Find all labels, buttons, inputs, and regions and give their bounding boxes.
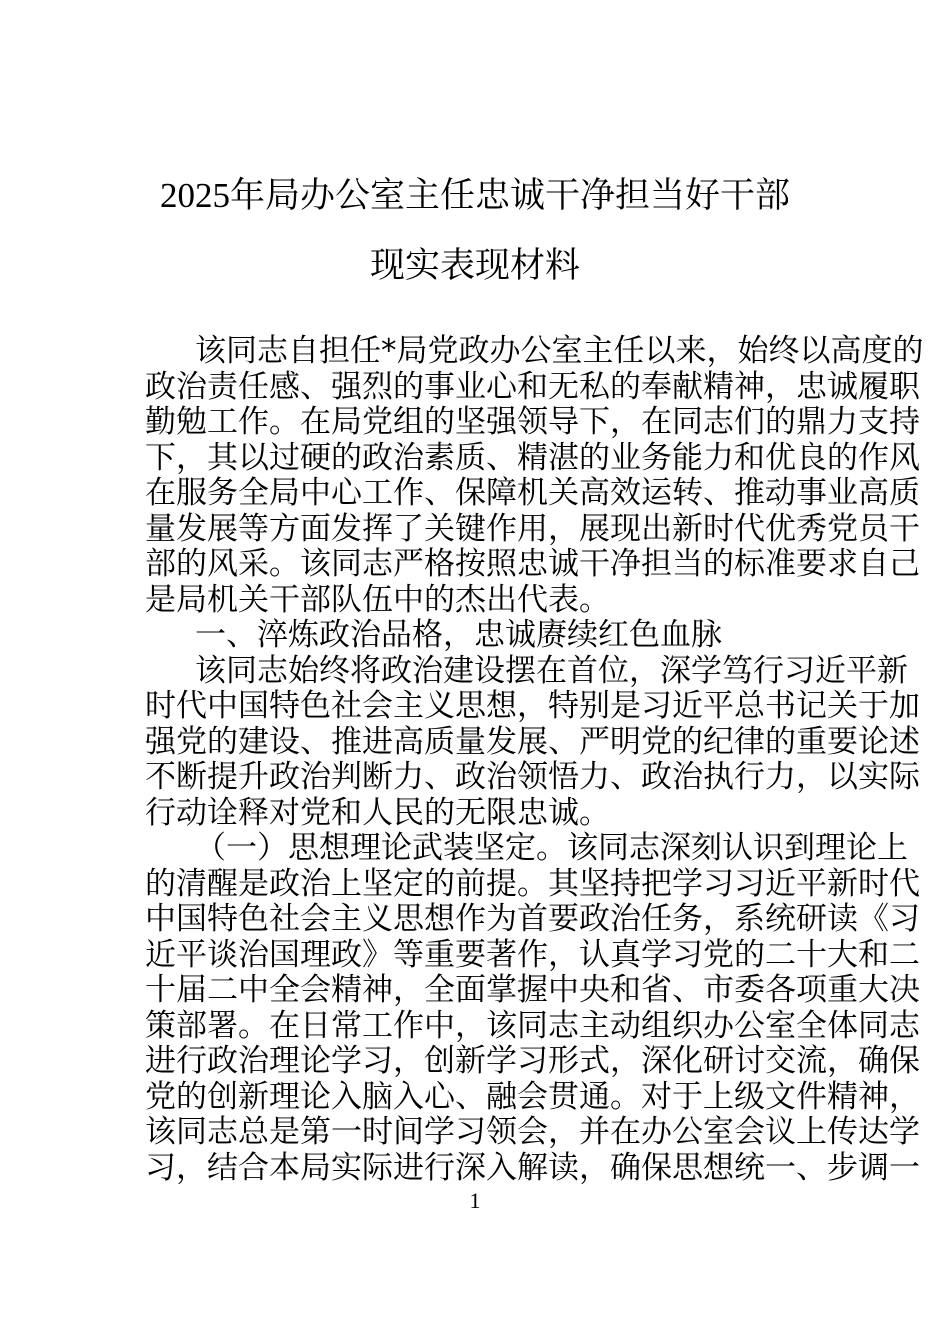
document-body [145, 333, 924, 1186]
text-line: 党的创新理论入脑入心、融会贯通。对于上级文件精神， [145, 1078, 920, 1115]
paragraph [145, 652, 920, 832]
text-line: （一）思想理论武装坚定。该同志深刻认识到理论上 [195, 830, 908, 866]
text-line: 时代中国特色社会主义思想，特别是习近平总书记关于加 [145, 688, 920, 724]
text-line: 勤勉工作。在局党组的坚强领导下，在同志们的鼎力支持 [145, 404, 920, 440]
page-number: 1 [469, 1188, 481, 1213]
text-line: 习，结合本局实际进行深入解读，确保思想统一、步调一 [145, 1149, 920, 1186]
text-line: 量发展等方面发挥了关键作用，展现出新时代优秀党员干 [145, 510, 920, 547]
text-line: 一、淬炼政治品格，忠诚赓续红色血脉 [195, 617, 722, 653]
text-line: 强党的建设、推进高质量发展、严明党的纪律的重要论述 [145, 723, 920, 760]
text-line: 行动诠释对党和人民的无限忠诚。 [145, 794, 610, 831]
document-title-line-1: 2025年局办公室主任忠诚干净担当好干部 [159, 176, 790, 215]
text-line: 是局机关干部队伍中的杰出代表。 [145, 581, 610, 618]
text-line: 近平谈治国理政》等重要著作，认真学习党的二十大和二 [145, 936, 920, 973]
text-line: 中国特色社会主义思想作为首要政治任务，系统研读《习 [145, 901, 920, 937]
text-line: 不断提升政治判断力、政治领悟力、政治执行力，以实际 [145, 759, 920, 795]
text-line: 策部署。在日常工作中，该同志主动组织办公室全体同志 [145, 1007, 920, 1044]
paragraph [145, 830, 920, 1186]
text-line: 该同志始终将政治建设摆在首位，深学笃行习近平新 [195, 652, 908, 689]
text-line: 部的风采。该同志严格按照忠诚干净担当的标准要求自己 [145, 546, 920, 582]
text-line: 进行政治理论学习，创新学习形式，深化研讨交流，确保 [145, 1043, 920, 1079]
section-heading [145, 618, 807, 654]
document-title-line-2: 现实表现材料 [369, 246, 580, 285]
paragraph [145, 333, 924, 618]
text-line: 该同志总是第一时间学习领会，并在办公室会议上传达学 [145, 1114, 920, 1150]
text-line: 十届二中全会精神，全面掌握中央和省、市委各项重大决 [145, 972, 920, 1008]
text-line: 的清醒是政治上坚定的前提。其坚持把学习习近平新时代 [145, 865, 920, 902]
text-line: 该同志自担任*局党政办公室主任以来，始终以高度的 [195, 333, 924, 369]
text-line: 在服务全局中心工作、保障机关高效运转、推动事业高质 [145, 475, 920, 511]
text-line: 下，其以过硬的政治素质、精湛的业务能力和优良的作风 [145, 439, 920, 476]
text-line: 政治责任感、强烈的事业心和无私的奉献精神，忠诚履职 [145, 368, 920, 405]
